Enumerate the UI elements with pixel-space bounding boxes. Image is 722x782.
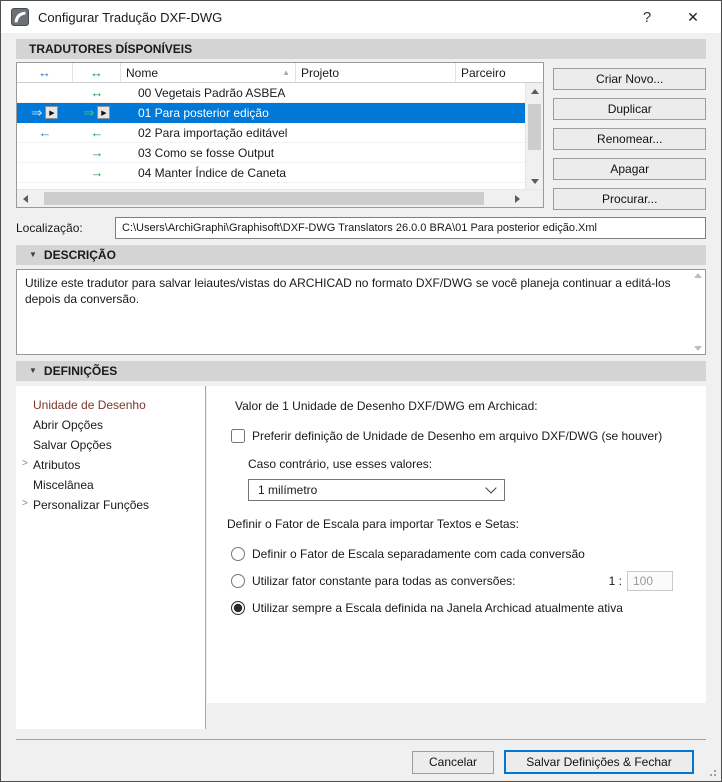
collapse-triangle-icon: ▼ xyxy=(29,250,37,259)
window-title: Configurar Tradução DXF-DWG xyxy=(38,9,223,25)
section-header-description[interactable] xyxy=(16,245,706,265)
drawing-unit-value: 1 milímetro xyxy=(258,483,318,497)
scroll-left-button[interactable] xyxy=(17,191,34,207)
translator-name: 01 Para posterior edição xyxy=(138,105,269,120)
delete-button[interactable]: Apagar xyxy=(553,158,706,180)
scale-title: Definir o Fator de Escala para importar Textos e Setas: xyxy=(227,517,519,531)
unit-title: Valor de 1 Unidade de Desenho DXF/DWG em Archicad: xyxy=(235,399,538,413)
description-text: Utilize este tradutor para salvar leiautes/vistas do ARCHICAD no formato DXF/DWG se você planeja continuar a editá-los depois da conversão. xyxy=(25,276,671,307)
scroll-down-button[interactable] xyxy=(526,173,543,189)
arrow-right-double-icon: ⇒ xyxy=(83,104,95,120)
section-title: TRADUTORES DÍSPONÍVEIS xyxy=(29,42,193,56)
column-save-direction[interactable] xyxy=(73,63,121,82)
app-icon xyxy=(11,8,29,26)
horizontal-scroll-thumb[interactable] xyxy=(44,192,484,205)
translator-name: 02 Para importação editável xyxy=(138,125,288,140)
description-scrollbar[interactable] xyxy=(690,270,705,354)
arrow-right-icon: → xyxy=(90,165,104,180)
chevron-down-icon xyxy=(485,482,496,493)
scale-option-active-window[interactable]: Utilizar sempre a Escala definida na Janela Archicad atualmente ativa xyxy=(231,594,706,621)
nav-item-miscelanea[interactable]: Miscelânea xyxy=(33,478,94,492)
arrow-both-icon: ↔ xyxy=(90,85,104,100)
location-label: Localização: xyxy=(16,221,83,235)
save-close-button[interactable]: Salvar Definições & Fechar xyxy=(504,750,694,774)
section-header-translators xyxy=(16,39,706,59)
sort-ascending-icon: ▲ xyxy=(282,68,290,77)
arrow-left-icon: ← xyxy=(90,125,104,140)
translator-row[interactable] xyxy=(17,123,525,143)
column-partner[interactable]: Parceiro xyxy=(461,65,506,80)
translator-row-selected[interactable] xyxy=(17,103,525,123)
scale-option-constant[interactable]: Utilizar fator constante para todas as conversões: 1 : 100 xyxy=(231,567,706,594)
translator-list-header xyxy=(17,63,543,83)
translator-actions xyxy=(553,62,706,210)
nav-item-personalizar-funcoes[interactable]: > Personalizar Funções xyxy=(22,498,150,512)
vertical-scroll-thumb[interactable] xyxy=(528,104,541,150)
nav-item-unidade-de-desenho[interactable]: Unidade de Desenho xyxy=(33,398,146,412)
resize-grip-icon[interactable] xyxy=(706,766,716,776)
radio-scale-active-window[interactable] xyxy=(231,601,245,615)
triangle-down-icon xyxy=(531,179,539,184)
prefer-unit-label: Preferir definição de Unidade de Desenho em arquivo DXF/DWG (se houver) xyxy=(252,429,663,443)
description-box xyxy=(16,269,706,355)
translator-row[interactable] xyxy=(17,143,525,163)
translator-row[interactable] xyxy=(17,83,525,103)
horizontal-scrollbar[interactable] xyxy=(17,189,543,207)
nav-item-salvar-opcoes[interactable]: Salvar Opções xyxy=(33,438,112,452)
triangle-up-icon xyxy=(531,89,539,94)
translator-rows xyxy=(17,83,525,189)
translator-name: 03 Como se fosse Output xyxy=(138,145,275,160)
create-new-button[interactable]: Criar Novo... xyxy=(553,68,706,90)
ratio-prefix: 1 : xyxy=(608,573,622,588)
duplicate-button[interactable]: Duplicar xyxy=(553,98,706,120)
arrow-both-icon: ↔ xyxy=(90,65,103,80)
nav-item-atributos[interactable]: > Atributos xyxy=(22,458,81,472)
section-title: DESCRIÇÃO xyxy=(43,248,116,262)
collapse-triangle-icon: ▼ xyxy=(29,366,37,375)
scale-option-separate[interactable]: Definir o Fator de Escala separadamente com cada conversão xyxy=(231,540,706,567)
help-button[interactable]: ? xyxy=(642,8,652,26)
prefer-unit-checkbox[interactable] xyxy=(231,429,245,443)
triangle-left-icon xyxy=(23,195,28,203)
otherwise-label: Caso contrário, use esses valores: xyxy=(248,457,433,471)
radio-scale-constant[interactable] xyxy=(231,574,245,588)
translator-name: 00 Vegetais Padrão ASBEA xyxy=(138,85,286,100)
rename-button[interactable]: Renomear... xyxy=(553,128,706,150)
arrow-right-icon: → xyxy=(90,145,104,160)
triangle-up-icon xyxy=(694,273,702,278)
radio-scale-separate[interactable] xyxy=(231,547,245,561)
arrow-both-icon: ↔ xyxy=(38,65,51,80)
column-name[interactable]: Nome ▲ xyxy=(121,63,296,82)
arrow-left-icon: ← xyxy=(38,125,52,140)
drawing-unit-select[interactable] xyxy=(248,479,505,501)
section-title: DEFINIÇÕES xyxy=(43,364,118,378)
scroll-right-button[interactable] xyxy=(509,191,526,207)
settings-nav xyxy=(16,386,206,729)
play-icon[interactable]: ▶ xyxy=(97,106,110,119)
translator-row[interactable] xyxy=(17,163,525,183)
column-open-direction[interactable] xyxy=(17,63,73,82)
translator-name: 04 Manter Índice de Caneta xyxy=(138,165,287,180)
vertical-scrollbar[interactable] xyxy=(525,83,543,189)
arrow-right-double-icon: ⇒ xyxy=(31,104,43,120)
close-button[interactable]: ✕ xyxy=(687,8,699,25)
ratio-input[interactable] xyxy=(627,571,673,591)
scroll-up-button[interactable] xyxy=(526,83,543,99)
footer-separator xyxy=(16,739,706,740)
expand-icon[interactable]: > xyxy=(22,458,28,469)
title-bar xyxy=(1,1,721,33)
column-project[interactable]: Projeto xyxy=(296,63,456,82)
browse-button[interactable]: Procurar... xyxy=(553,188,706,210)
cancel-button[interactable]: Cancelar xyxy=(412,751,494,774)
triangle-down-icon xyxy=(694,346,702,351)
triangle-right-icon xyxy=(515,195,520,203)
play-icon[interactable]: ▶ xyxy=(45,106,58,119)
translator-list xyxy=(16,62,544,208)
location-input[interactable] xyxy=(115,217,706,239)
expand-icon[interactable]: > xyxy=(22,498,28,509)
settings-content xyxy=(207,386,706,703)
nav-item-abrir-opcoes[interactable]: Abrir Opções xyxy=(33,418,104,432)
section-header-settings[interactable] xyxy=(16,361,706,381)
